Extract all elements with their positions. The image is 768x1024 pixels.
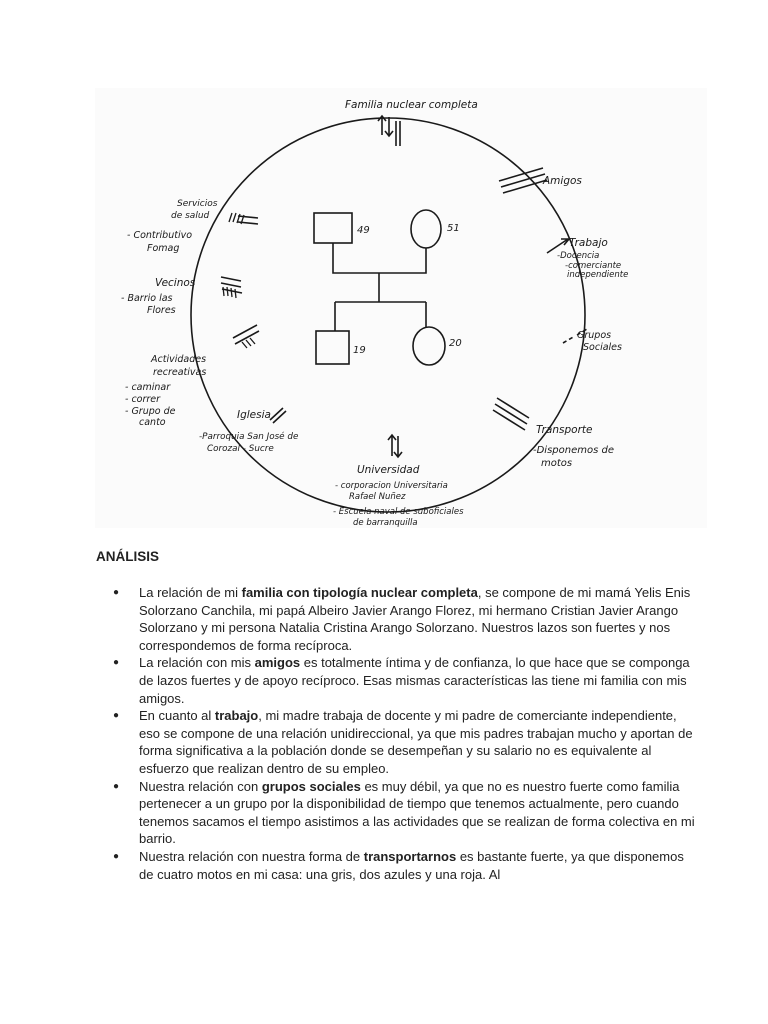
list-item: ● Nuestra relación con nuestra forma de transportarnos es bastante fuerte, ya que disponemos de cuatro motos en mi casa: una gris, dos azules y una roja. Al bbox=[96, 848, 696, 883]
salud-label: Servicios bbox=[177, 199, 218, 209]
salud-item: Fomag bbox=[147, 243, 180, 254]
actividades-label: recreativas bbox=[153, 367, 207, 378]
mother-age: 51 bbox=[447, 223, 460, 234]
mother-circle bbox=[411, 210, 441, 248]
actividades-item: - Grupo de bbox=[125, 406, 176, 417]
trabajo-item: independiente bbox=[567, 270, 629, 280]
iglesia-item: -Parroquia San José de bbox=[199, 432, 299, 442]
actividades-label: Actividades bbox=[151, 354, 207, 365]
list-item: ● Nuestra relación con grupos sociales es muy débil, ya que no es nuestro fuerte como familia pertenecer a un grupo por la disponibilidad de tiempo que tenemos actualmente, pero cuando tenemos sacamos el tiempo asistimos a las actividades que se realizan de forma colectiva en mi barrio. bbox=[96, 778, 696, 848]
trabajo-item: -Docencia bbox=[557, 251, 600, 261]
salud-item: - Contributivo bbox=[127, 230, 193, 241]
actividades-item: - correr bbox=[125, 394, 161, 405]
list-item: ● La relación de mi familia con tipología nuclear completa, se compone de mi mamá Yelis Enis Solorzano Canchila, mi papá Albeiro Javier Arango Florez, mi hermano Cristian Javier Arango Solorzano y mi persona Natalia Cristina Arango Solorzano. Nuestros lazos son fuertes y nos correspondemos de forma recíproca. bbox=[96, 584, 696, 654]
trabajo-item: -comerciante bbox=[565, 261, 622, 271]
father-square bbox=[314, 213, 352, 243]
universidad-item: Rafael Nuñez bbox=[349, 492, 406, 502]
vecinos-item: Flores bbox=[147, 305, 176, 316]
transporte-item: -Disponemos de bbox=[533, 445, 615, 456]
analysis-title: ANÁLISIS bbox=[96, 549, 160, 564]
universidad-item: - corporacion Universitaria bbox=[335, 481, 448, 491]
father-age: 49 bbox=[357, 225, 370, 236]
amigos-label: Amigos bbox=[543, 175, 582, 187]
son-square bbox=[316, 331, 349, 364]
grupos-label: Grupos bbox=[577, 330, 612, 341]
iglesia-label: Iglesia bbox=[237, 409, 271, 421]
universidad-item: - Escuela naval de suboficiales bbox=[333, 507, 464, 517]
grupos-label: Sociales bbox=[583, 342, 622, 353]
trabajo-label: Trabajo bbox=[569, 237, 608, 249]
family-label: Familia nuclear completa bbox=[345, 99, 478, 111]
daughter-circle bbox=[413, 327, 445, 365]
transporte-label: Transporte bbox=[536, 424, 593, 436]
iglesia-item: Corozal - Sucre bbox=[207, 444, 274, 454]
salud-label: de salud bbox=[171, 211, 210, 221]
actividades-item: canto bbox=[139, 417, 166, 428]
daughter-age: 20 bbox=[449, 338, 462, 349]
universidad-label: Universidad bbox=[357, 464, 420, 476]
actividades-item: - caminar bbox=[125, 382, 171, 393]
vecinos-item: - Barrio las bbox=[121, 293, 173, 304]
transporte-item: motos bbox=[541, 458, 573, 469]
analysis-list bbox=[96, 584, 696, 883]
universidad-item: de barranquilla bbox=[353, 518, 418, 528]
list-item: ● La relación con mis amigos es totalmente íntima y de confianza, lo que hace que se componga de lazos fuertes y de apoyo recíproco. Esas mismas características las tiene mi familia con mis amigos. bbox=[96, 654, 696, 707]
vecinos-label: Vecinos bbox=[155, 277, 196, 289]
ecomap-diagram bbox=[95, 88, 707, 528]
list-item: ● En cuanto al trabajo, mi madre trabaja de docente y mi padre de comerciante independiente, eso se compone de una relación unidireccional, ya que mis padres trabajan mucho y aportan de forma significativa a la población donde se desempeñan y su salario no es equivalente al esfuerzo que realizan dentro de su empleo. bbox=[96, 707, 696, 777]
son-age: 19 bbox=[353, 345, 366, 356]
